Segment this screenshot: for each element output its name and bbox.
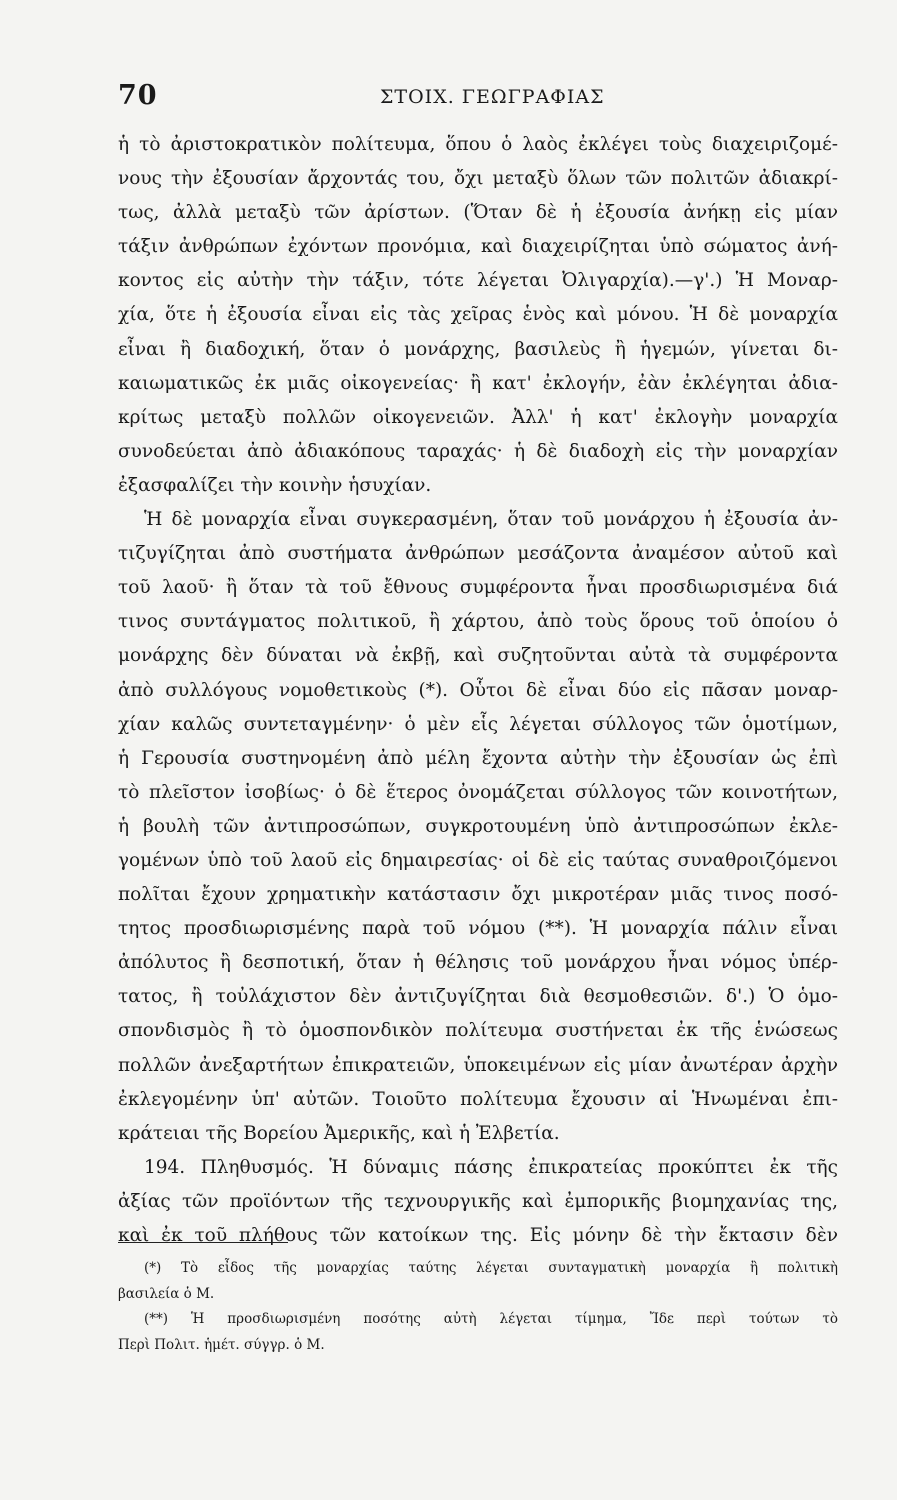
page-number: 70 — [118, 80, 158, 111]
footnote-line: (*) Τὸ εἶδος τῆς μοναρχίας ταύτης λέγεται συνταγματικὴ μοναρχία ἢ πολιτικὴ — [144, 1260, 838, 1276]
footnotes — [118, 1256, 838, 1358]
text-line: χίαν καλῶς συντεταγμένην· ὁ μὲν εἷς λέγεται σύλλογος τῶν ὁμοτίμων, — [118, 713, 838, 735]
text-line: τοῦ λαοῦ· ἢ ὅταν τὰ τοῦ ἔθνους συμφέροντα ἦναι προσδιωρισμένα διά — [118, 577, 838, 599]
text-line: τατος, ἢ τοὐλάχιστον δὲν ἀντιζυγίζηται διὰ θεσμοθεσιῶν. δ'.) Ὁ ὁμο- — [118, 986, 838, 1008]
text-line: γομένων ὑπὸ τοῦ λαοῦ εἰς δημαιρεσίας· οἱ δὲ εἰς ταύτας συναθροιζόμενοι — [118, 849, 838, 871]
footnote-rule — [118, 1242, 288, 1243]
text-line: εἶναι ἢ διαδοχική, ὅταν ὁ μονάρχης, βασιλεὺς ἢ ἡγεμών, γίνεται δι- — [118, 338, 838, 360]
footnote-line: βασιλεία ὁ Μ. — [118, 1285, 215, 1302]
text-line: ἀξίας τῶν προϊόντων τῆς τεχνουργικῆς καὶ ἐμπορικῆς βιομηχανίας της, — [118, 1190, 838, 1212]
text-line: ἡ βουλὴ τῶν ἀντιπροσώπων, συγκροτουμένη ὑπὸ ἀντιπροσώπων ἐκλε- — [118, 815, 838, 837]
text-line: τιζυγίζηται ἀπὸ συστήματα ἀνθρώπων μεσάζοντα ἀναμέσον αὐτοῦ καὶ — [118, 543, 838, 565]
text-line: ἡ τὸ ἀριστοκρατικὸν πολίτευμα, ὅπου ὁ λαὸς ἐκλέγει τοὺς διαχειριζομέ- — [118, 134, 838, 155]
text-line: τάξιν ἀνθρώπων ἐχόντων προνόμια, καὶ διαχειρίζηται ὑπὸ σώματος ἀνή- — [118, 236, 838, 258]
text-line: Ἡ δὲ μοναρχία εἶναι συγκερασμένη, ὅταν τοῦ μονάρχου ἡ ἐξουσία ἀν- — [144, 509, 838, 531]
section-heading-line: 194. Πληθυσμός. Ἡ δύναμις πάσης ἐπικρατείας προκύπτει ἐκ τῆς — [144, 1156, 838, 1178]
text-line: μονάρχης δὲν δύναται νὰ ἐκβῇ, καὶ συζητοῦνται αὐτὰ τὰ συμφέροντα — [118, 645, 838, 667]
running-head: ΣΤΟΙΧ. ΓΕΩΓΡΑΦΙΑΣ — [380, 86, 605, 108]
text-line: καὶ ἐκ τοῦ πλήθους τῶν κατοίκων της. Εἰς μόνην δὲ τὴν ἔκτασιν δὲν — [118, 1225, 838, 1246]
text-line: κράτειαι τῆς Βορείου Ἀμερικῆς, καὶ ἡ Ἐλβετία. — [118, 1122, 560, 1144]
text-line: ἡ Γερουσία συστηνομένη ἀπὸ μέλη ἔχοντα αὐτὴν τὴν ἐξουσίαν ὡς ἐπὶ — [118, 747, 838, 769]
text-line: τως, ἀλλὰ μεταξὺ τῶν ἀρίστων. (Ὅταν δὲ ἡ ἐξουσία ἀνήκῃ εἰς μίαν — [118, 202, 838, 224]
text-line: νους τὴν ἐξουσίαν ἄρχοντάς του, ὄχι μεταξὺ ὅλων τῶν πολιτῶν ἀδιακρί- — [118, 168, 838, 190]
text-line: κοντος εἰς αὐτὴν τὴν τάξιν, τότε λέγεται Ὀλιγαρχία).—γ'.) Ἡ Μοναρ- — [118, 270, 838, 292]
text-line: τινος συντάγματος πολιτικοῦ, ἢ χάρτου, ἀπὸ τοὺς ὅρους τοῦ ὁποίου ὁ — [118, 611, 838, 633]
body-text — [118, 128, 838, 1253]
text-line: ἐκλεγομένην ὑπ' αὐτῶν. Τοιοῦτο πολίτευμα ἔχουσιν αἱ Ἡνωμέναι ἐπι- — [118, 1088, 838, 1110]
text-line: πολῖται ἔχουν χρηματικὴν κατάστασιν ὄχι μικροτέραν μιᾶς τινος ποσό- — [118, 884, 838, 906]
footnote-line: Περὶ Πολιτ. ἡμέτ. σύγγρ. ὁ Μ. — [118, 1336, 325, 1353]
text-line: κρίτως μεταξὺ πολλῶν οἰκογενειῶν. Ἀλλ' ἡ κατ' ἐκλογὴν μοναρχία — [118, 406, 838, 428]
text-line: ἀπὸ συλλόγους νομοθετικοὺς (*). Οὗτοι δὲ εἶναι δύο εἰς πᾶσαν μοναρ- — [118, 679, 838, 701]
text-line: τητος προσδιωρισμένης παρὰ τοῦ νόμου (**). Ἡ μοναρχία πάλιν εἶναι — [118, 918, 838, 940]
text-line: ἐξασφαλίζει τὴν κοινὴν ἡσυχίαν. — [118, 474, 432, 496]
text-line: σπονδισμὸς ἢ τὸ ὁμοσπονδικὸν πολίτευμα συστήνεται ἐκ τῆς ἑνώσεως — [118, 1020, 838, 1042]
text-line: ἀπόλυτος ἢ δεσποτική, ὅταν ἡ θέλησις τοῦ μονάρχου ἦναι νόμος ὑπέρ- — [118, 952, 838, 974]
text-line: τὸ πλεῖστον ἰσοβίως· ὁ δὲ ἕτερος ὀνομάζεται σύλλογος τῶν κοινοτήτων, — [118, 781, 838, 803]
text-line: συνοδεύεται ἀπὸ ἀδιακόπους ταραχάς· ἡ δὲ διαδοχὴ εἰς τὴν μοναρχίαν — [118, 440, 838, 462]
text-line: καιωματικῶς ἐκ μιᾶς οἰκογενείας· ἢ κατ' ἐκλογήν, ἐὰν ἐκλέγηται ἀδια- — [118, 372, 838, 394]
text-line: χία, ὅτε ἡ ἐξουσία εἶναι εἰς τὰς χεῖρας ἑνὸς καὶ μόνου. Ἡ δὲ μοναρχία — [118, 304, 838, 326]
text-line: πολλῶν ἀνεξαρτήτων ἐπικρατειῶν, ὑποκειμένων εἰς μίαν ἀνωτέραν ἀρχὴν — [118, 1054, 838, 1076]
page-header — [118, 80, 838, 116]
footnote-line: (**) Ἡ προσδιωρισμένη ποσότης αὐτὴ λέγεται τίμημα, Ἴδε περὶ τούτων τὸ — [144, 1311, 838, 1327]
